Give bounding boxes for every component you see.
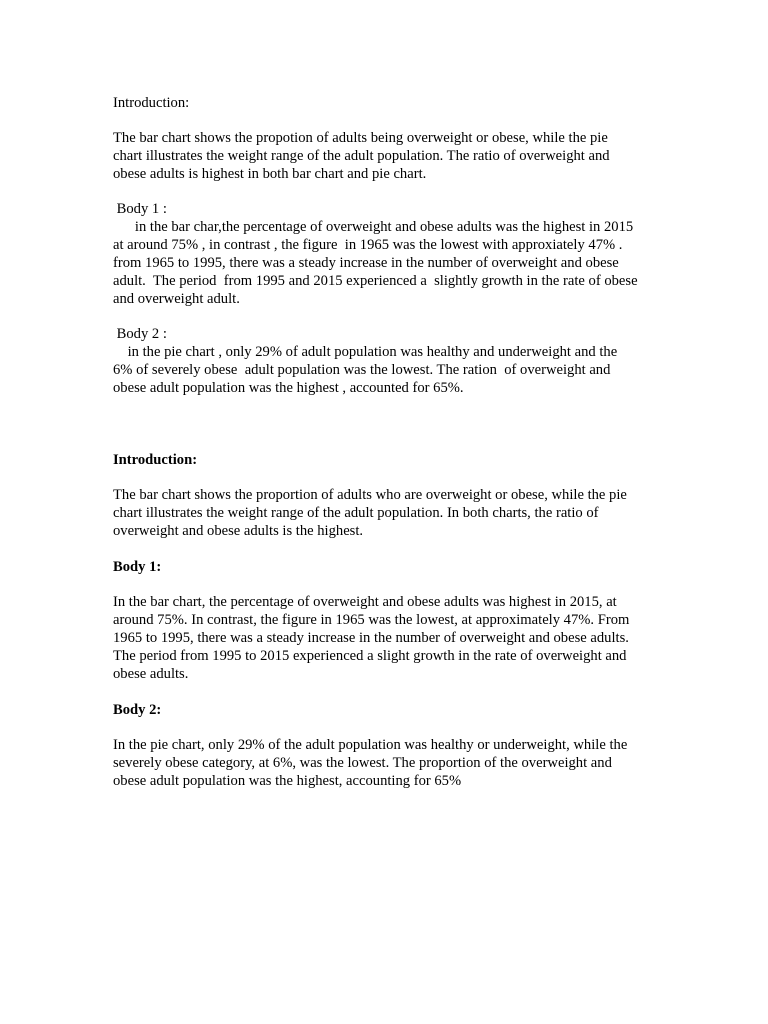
- draft-body1-paragraph: [113, 218, 673, 308]
- revised-body1-heading: Body 1:: [113, 559, 162, 575]
- paragraph-line: In the bar chart, the percentage of overweight and obese adults was highest in 2015, at: [113, 594, 617, 610]
- paragraph-line: around 75%. In contrast, the figure in 1965 was the lowest, at approximately 47%. From: [113, 612, 630, 628]
- paragraph-line: In the pie chart, only 29% of the adult population was healthy or underweight, while the: [113, 737, 628, 753]
- paragraph-line: overweight and obese adults is the highest.: [113, 523, 364, 539]
- paragraph-line: obese adult population was the highest, accounting for 65%: [113, 773, 462, 789]
- paragraph-line: obese adult population was the highest , accounted for 65%.: [113, 380, 464, 396]
- paragraph-line: in the bar char,the percentage of overweight and obese adults was the highest in 2015: [113, 219, 634, 235]
- revised-intro-paragraph: [113, 486, 673, 540]
- draft-intro-paragraph: [113, 129, 673, 183]
- draft-intro-heading: Introduction:: [113, 95, 190, 111]
- paragraph-line: severely obese category, at 6%, was the lowest. The proportion of the overweight and: [113, 755, 612, 771]
- paragraph-line: adult. The period from 1995 and 2015 experienced a slightly growth in the rate of obese: [113, 273, 638, 289]
- paragraph-line: obese adults is highest in both bar chart and pie chart.: [113, 166, 427, 182]
- paragraph-line: The period from 1995 to 2015 experienced a slight growth in the rate of overweight and: [113, 648, 627, 664]
- revised-body2-paragraph: [113, 736, 673, 790]
- revised-body2-heading: Body 2:: [113, 702, 162, 718]
- paragraph-line: from 1965 to 1995, there was a steady increase in the number of overweight and obese: [113, 255, 619, 271]
- draft-body1-heading: Body 1 :: [113, 201, 167, 217]
- revised-body1-paragraph: [113, 593, 673, 683]
- draft-body2-heading: Body 2 :: [113, 326, 167, 342]
- paragraph-line: obese adults.: [113, 666, 189, 682]
- paragraph-line: at around 75% , in contrast , the figure in 1965 was the lowest with approxiately 47% .: [113, 237, 623, 253]
- paragraph-line: The bar chart shows the propotion of adults being overweight or obese, while the pie: [113, 130, 608, 146]
- paragraph-line: 1965 to 1995, there was a steady increase in the number of overweight and obese adults.: [113, 630, 629, 646]
- paragraph-line: chart illustrates the weight range of the adult population. The ratio of overweight and: [113, 148, 610, 164]
- paragraph-line: and overweight adult.: [113, 291, 240, 307]
- revised-intro-heading: Introduction:: [113, 452, 198, 468]
- paragraph-line: in the pie chart , only 29% of adult population was healthy and underweight and the: [113, 344, 618, 360]
- paragraph-line: 6% of severely obese adult population was the lowest. The ration of overweight and: [113, 362, 611, 378]
- paragraph-line: chart illustrates the weight range of the adult population. In both charts, the ratio of: [113, 505, 599, 521]
- paragraph-line: The bar chart shows the proportion of adults who are overweight or obese, while the pie: [113, 487, 627, 503]
- draft-body2-paragraph: [113, 343, 673, 397]
